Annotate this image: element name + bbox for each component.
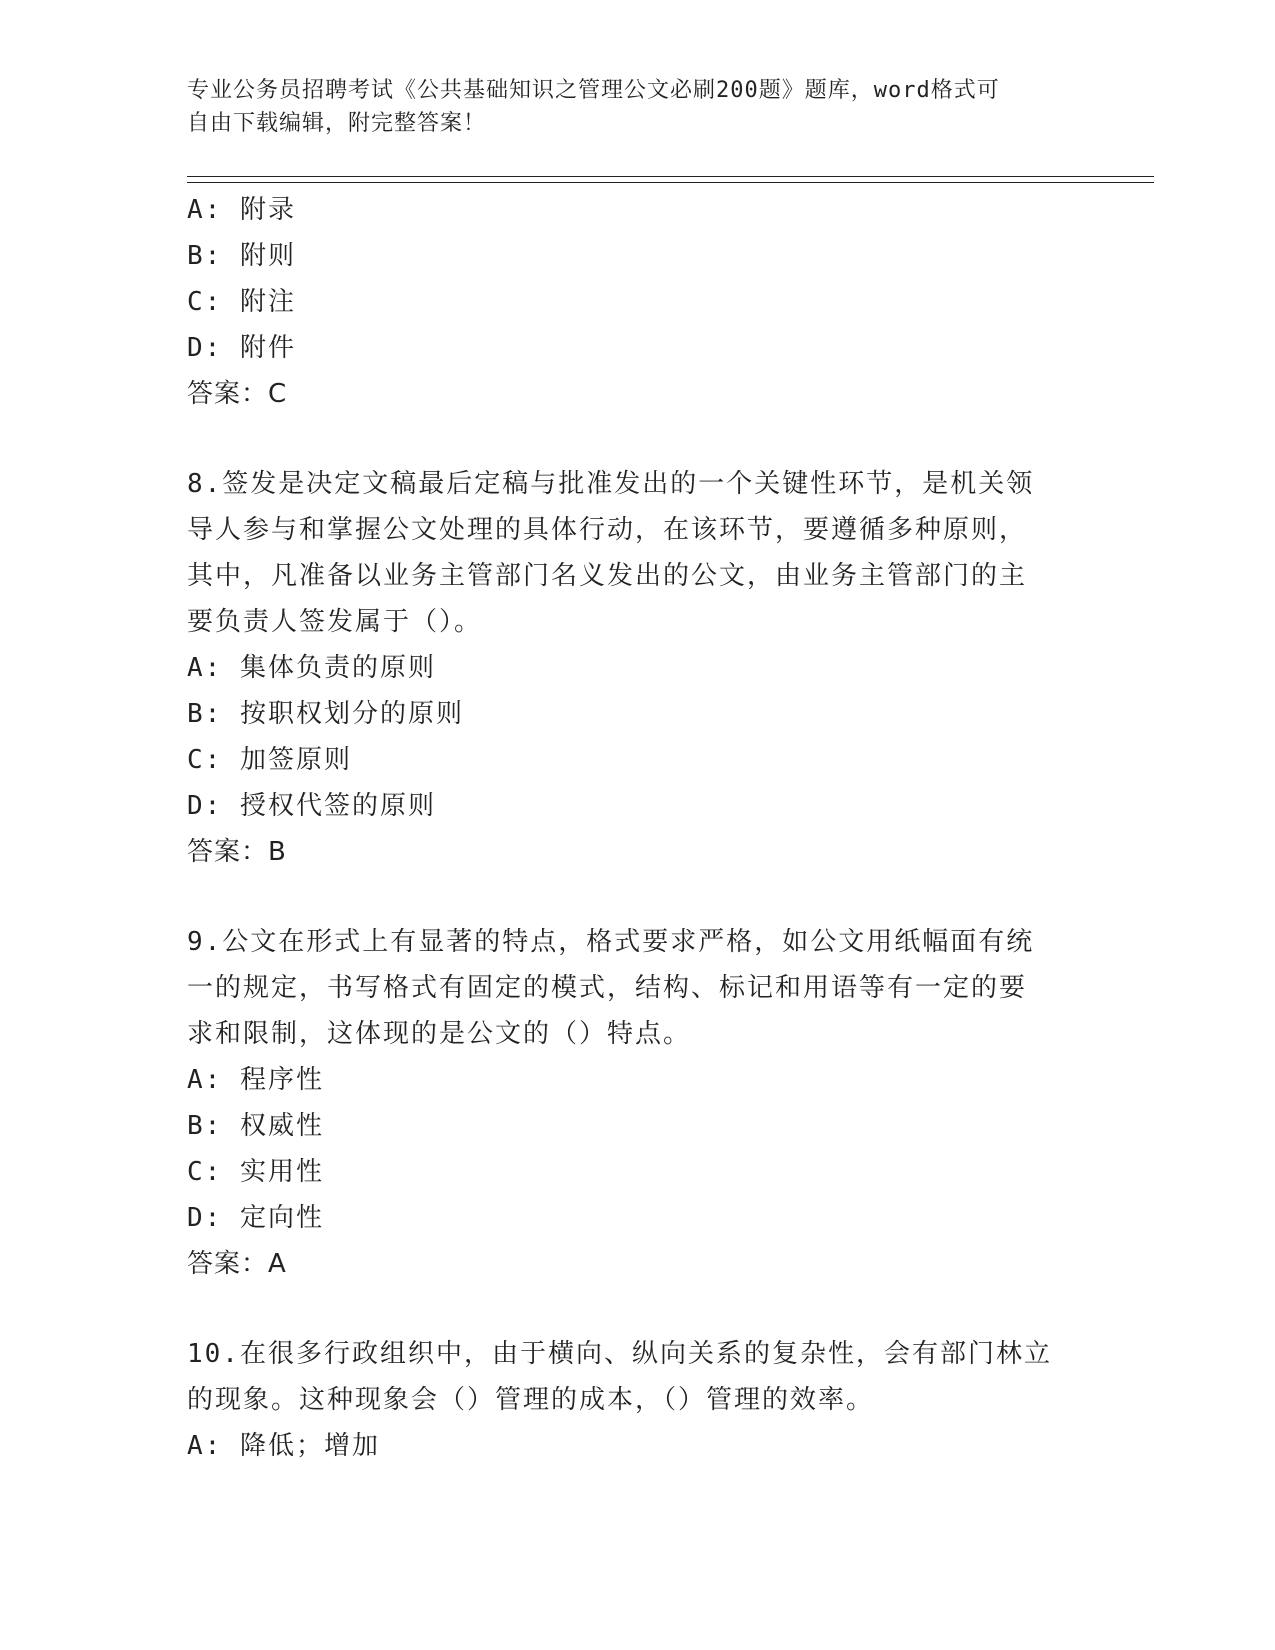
question-stem-line: 10.在很多行政组织中，由于横向、纵向关系的复杂性，会有部门林立 [187, 1339, 1052, 1369]
option-b: B: 附则 [187, 241, 296, 271]
question-8 [187, 461, 1087, 875]
option-a: A: 集体负责的原则 [187, 653, 436, 683]
question-7 [187, 187, 1087, 417]
question-9 [187, 919, 1087, 1287]
header-line-2: 自由下载编辑，附完整答案！ [187, 111, 487, 136]
spacer [187, 417, 1087, 461]
spacer [187, 875, 1087, 919]
option-d: D: 定向性 [187, 1203, 324, 1233]
answer: 答案：B [187, 837, 287, 867]
option-c: C: 加签原则 [187, 745, 352, 775]
spacer [187, 1287, 1087, 1331]
header-line-1: 专业公务员招聘考试《公共基础知识之管理公文必刷200题》题库，word格式可 [187, 78, 1000, 103]
question-stem-line: 的现象。这种现象会（）管理的成本，（）管理的效率。 [187, 1385, 875, 1415]
answer: 答案：A [187, 1249, 287, 1279]
question-stem-line: 一的规定，书写格式有固定的模式，结构、标记和用语等有一定的要 [187, 973, 1028, 1003]
option-b: B: 按职权划分的原则 [187, 699, 464, 729]
question-stem-line: 要负责人签发属于（）。 [187, 607, 483, 637]
document-header [187, 74, 1067, 140]
question-stem-line: 导人参与和掌握公文处理的具体行动，在该环节，要遵循多种原则， [187, 515, 1028, 545]
option-d: D: 授权代签的原则 [187, 791, 436, 821]
option-a: A: 附录 [187, 195, 296, 225]
question-list [187, 187, 1087, 1469]
option-a: A: 降低；增加 [187, 1431, 380, 1461]
header-rule-bottom [187, 182, 1154, 183]
option-c: C: 附注 [187, 287, 296, 317]
question-stem-line: 8.签发是决定文稿最后定稿与批准发出的一个关键性环节，是机关领 [187, 469, 1035, 499]
option-c: C: 实用性 [187, 1157, 324, 1187]
option-a: A: 程序性 [187, 1065, 324, 1095]
option-d: D: 附件 [187, 333, 296, 363]
question-stem-line: 求和限制，这体现的是公文的（）特点。 [187, 1019, 692, 1049]
header-rule-top [187, 176, 1154, 177]
option-b: B: 权威性 [187, 1111, 324, 1141]
question-10 [187, 1331, 1087, 1469]
question-stem-line: 9.公文在形式上有显著的特点，格式要求严格，如公文用纸幅面有统 [187, 927, 1035, 957]
answer: 答案：C [187, 379, 288, 409]
question-stem-line: 其中，凡准备以业务主管部门名义发出的公文，由业务主管部门的主 [187, 561, 1028, 591]
